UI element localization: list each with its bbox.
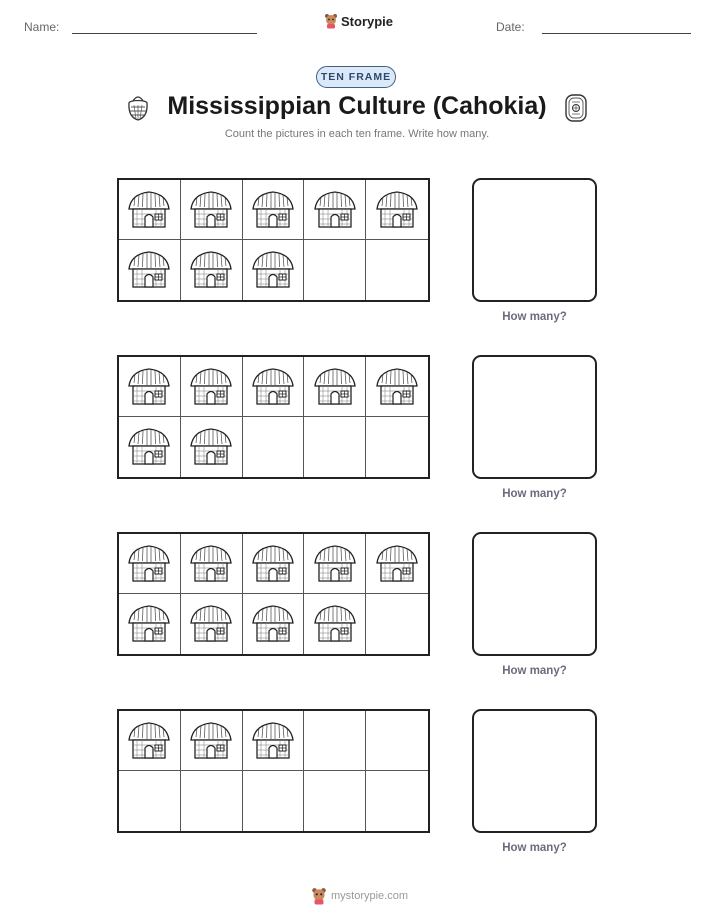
thatched-hut-icon	[375, 544, 419, 584]
how-many-label: How many?	[502, 842, 567, 854]
ten-frame-cell	[304, 711, 366, 771]
thatched-hut-icon	[251, 721, 295, 761]
how-many-label: How many?	[502, 488, 567, 500]
ten-frame-cell	[119, 357, 181, 417]
ten-frame-cell	[181, 711, 243, 771]
ten-frame-cell	[366, 240, 428, 300]
ten-frame-cell	[181, 534, 243, 594]
storypie-mascot-icon	[311, 887, 327, 905]
thatched-hut-icon	[313, 604, 357, 644]
ten-frame	[117, 709, 430, 833]
thatched-hut-icon	[313, 190, 357, 230]
page-title: Mississippian Culture (Cahokia)	[167, 92, 547, 120]
ten-frame-cell	[119, 594, 181, 654]
ten-frame-cell	[243, 180, 305, 240]
ten-frame	[117, 532, 430, 656]
thatched-hut-icon	[375, 190, 419, 230]
brand-logo	[324, 13, 393, 29]
answer-box[interactable]	[472, 178, 597, 302]
thatched-hut-icon	[251, 367, 295, 407]
answer-box[interactable]	[472, 532, 597, 656]
thatched-hut-icon	[127, 427, 171, 467]
how-many-label: How many?	[502, 311, 567, 323]
basket-icon	[125, 93, 151, 123]
ten-frame-cell	[243, 417, 305, 477]
ten-frame-cell	[243, 240, 305, 300]
ten-frame-cell	[304, 417, 366, 477]
ten-frame-cell	[304, 357, 366, 417]
ten-frame-cell	[243, 357, 305, 417]
ten-frame-cell	[304, 594, 366, 654]
thatched-hut-icon	[189, 367, 233, 407]
ten-frame-cell	[181, 594, 243, 654]
ten-frame-cell	[243, 534, 305, 594]
ten-frame-cell	[119, 771, 181, 831]
ten-frame-cell	[119, 240, 181, 300]
name-field-line[interactable]	[72, 33, 257, 34]
thatched-hut-icon	[189, 721, 233, 761]
thatched-hut-icon	[127, 367, 171, 407]
thatched-hut-icon	[127, 190, 171, 230]
thatched-hut-icon	[189, 604, 233, 644]
engraved-tablet-icon	[563, 93, 589, 123]
ten-frame-cell	[119, 417, 181, 477]
thatched-hut-icon	[189, 250, 233, 290]
ten-frame-cell	[243, 771, 305, 831]
footer-url: mystorypie.com	[331, 890, 409, 902]
ten-frame-cell	[243, 711, 305, 771]
name-label: Name:	[24, 20, 60, 34]
ten-frame-cell	[181, 180, 243, 240]
thatched-hut-icon	[313, 367, 357, 407]
thatched-hut-icon	[127, 544, 171, 584]
thatched-hut-icon	[251, 190, 295, 230]
answer-box[interactable]	[472, 709, 597, 833]
thatched-hut-icon	[251, 250, 295, 290]
footer	[311, 887, 408, 905]
ten-frame-cell	[366, 357, 428, 417]
instructions: Count the pictures in each ten frame. Write how many.	[224, 128, 490, 140]
thatched-hut-icon	[251, 604, 295, 644]
ten-frame-cell	[366, 417, 428, 477]
ten-frame-cell	[119, 180, 181, 240]
ten-frame-cell	[304, 180, 366, 240]
thatched-hut-icon	[375, 367, 419, 407]
brand-name: Storypie	[341, 13, 394, 29]
ten-frame-cell	[366, 180, 428, 240]
ten-frame-cell	[304, 534, 366, 594]
date-field-line[interactable]	[542, 33, 691, 34]
ten-frame-cell	[181, 240, 243, 300]
how-many-label: How many?	[502, 665, 567, 677]
thatched-hut-icon	[251, 544, 295, 584]
ten-frame-cell	[119, 534, 181, 594]
ten-frame-cell	[243, 594, 305, 654]
ten-frame-cell	[304, 771, 366, 831]
storypie-mascot-icon	[324, 13, 338, 29]
answer-box[interactable]	[472, 355, 597, 479]
thatched-hut-icon	[127, 721, 171, 761]
ten-frame-cell	[366, 534, 428, 594]
thatched-hut-icon	[189, 427, 233, 467]
ten-frame-badge: TEN FRAME	[316, 66, 396, 88]
thatched-hut-icon	[189, 190, 233, 230]
thatched-hut-icon	[127, 604, 171, 644]
ten-frame-cell	[181, 417, 243, 477]
ten-frame-cell	[304, 240, 366, 300]
ten-frame-cell	[181, 357, 243, 417]
ten-frame-cell	[366, 771, 428, 831]
thatched-hut-icon	[313, 544, 357, 584]
ten-frame	[117, 355, 430, 479]
ten-frame	[117, 178, 430, 302]
ten-frame-cell	[119, 711, 181, 771]
ten-frame-cell	[181, 771, 243, 831]
thatched-hut-icon	[127, 250, 171, 290]
thatched-hut-icon	[189, 544, 233, 584]
date-label: Date:	[496, 20, 525, 34]
ten-frame-cell	[366, 711, 428, 771]
ten-frame-cell	[366, 594, 428, 654]
